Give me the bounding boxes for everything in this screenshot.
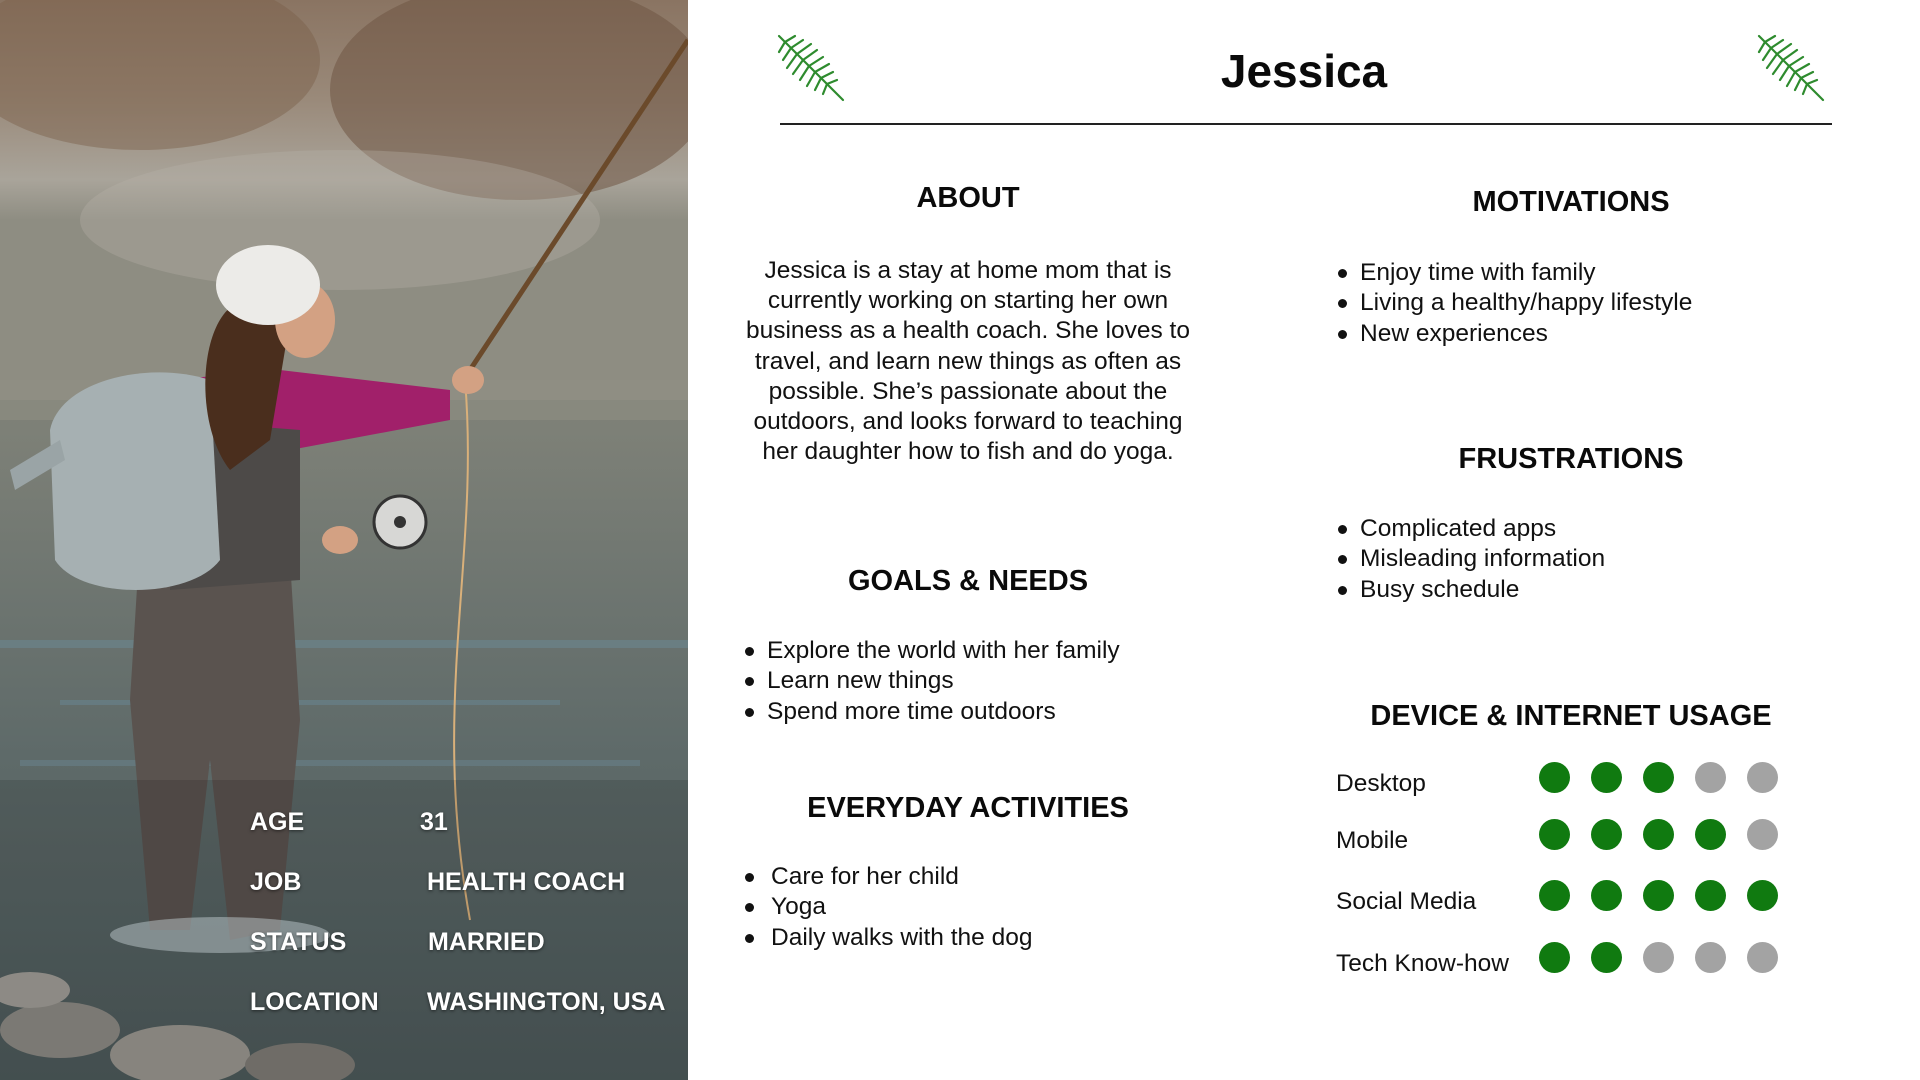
list-item: Explore the world with her family [743,636,1120,666]
fact-value: MARRIED [428,928,545,956]
list-item: New experiences [1336,319,1692,349]
rating-dot-filled [1591,819,1622,850]
fact-label: LOCATION [250,988,379,1016]
rating-dot-filled [1695,819,1726,850]
goals-heading: GOALS & NEEDS [847,565,1089,597]
rating-dot-filled [1539,880,1570,911]
fact-label: JOB [250,868,302,896]
rating-dot-filled [1747,880,1778,911]
fact-value: WASHINGTON, USA [427,988,666,1016]
fact-value: HEALTH COACH [427,868,626,896]
usage-row-tech-know-how [1336,942,1806,982]
about-heading: ABOUT [916,182,1020,214]
list-item: Spend more time outdoors [743,697,1120,727]
rating-dot-filled [1539,762,1570,793]
rating-dot-filled [1539,942,1570,973]
rating-dot-filled [1695,880,1726,911]
frustrations-heading: FRUSTRATIONS [1458,443,1684,475]
list-item: Living a healthy/happy lifestyle [1336,288,1692,318]
activities-heading: EVERYDAY ACTIVITIES [807,792,1129,824]
list-item: Yoga [743,892,1032,922]
rating-dot-filled [1643,762,1674,793]
usage-row-mobile [1336,819,1806,859]
usage-label: Social Media [1336,888,1477,915]
usage-label: Desktop [1336,770,1426,797]
motivations-list [1336,258,1692,349]
usage-heading: DEVICE & INTERNET USAGE [1370,700,1772,732]
list-item: Care for her child [743,862,1032,892]
persona-document [688,0,1920,1080]
usage-row-social-media [1336,880,1806,920]
list-item: Misleading information [1336,544,1605,574]
usage-label: Mobile [1336,827,1409,854]
rating-dot-empty [1695,762,1726,793]
list-item: Complicated apps [1336,514,1605,544]
rating-dot-empty [1747,819,1778,850]
usage-row-desktop [1336,762,1806,802]
list-item: Learn new things [743,666,1120,696]
motivations-heading: MOTIVATIONS [1472,186,1670,218]
list-item: Daily walks with the dog [743,923,1032,953]
rating-dot-filled [1643,819,1674,850]
fact-value: 31 [420,808,448,836]
fact-label: AGE [250,808,305,836]
fact-label: STATUS [250,928,347,956]
list-item: Enjoy time with family [1336,258,1692,288]
rating-dot-filled [1591,880,1622,911]
rating-dot-filled [1643,880,1674,911]
rating-dot-empty [1643,942,1674,973]
rating-dot-filled [1591,762,1622,793]
persona-name: Jessica [1220,45,1388,97]
title-divider [780,123,1832,125]
frustrations-list [1336,514,1605,605]
persona-photo [0,0,688,1080]
rating-dot-filled [1539,819,1570,850]
usage-label: Tech Know-how [1336,950,1509,977]
rating-dot-empty [1747,942,1778,973]
goals-list [743,636,1120,727]
rating-dot-filled [1591,942,1622,973]
rating-dot-empty [1747,762,1778,793]
list-item: Busy schedule [1336,575,1605,605]
activities-list [743,862,1032,953]
about-text: Jessica is a stay at home mom that is currently working on starting her own business as a health coach. She loves to travel, and learn new things as often as possible. She’s passionate about the outdoors, and looks forward to teaching her daughter how to fish and do yoga. [745,257,1190,466]
fly-fishing-photo [0,0,688,1080]
rating-dot-empty [1695,942,1726,973]
